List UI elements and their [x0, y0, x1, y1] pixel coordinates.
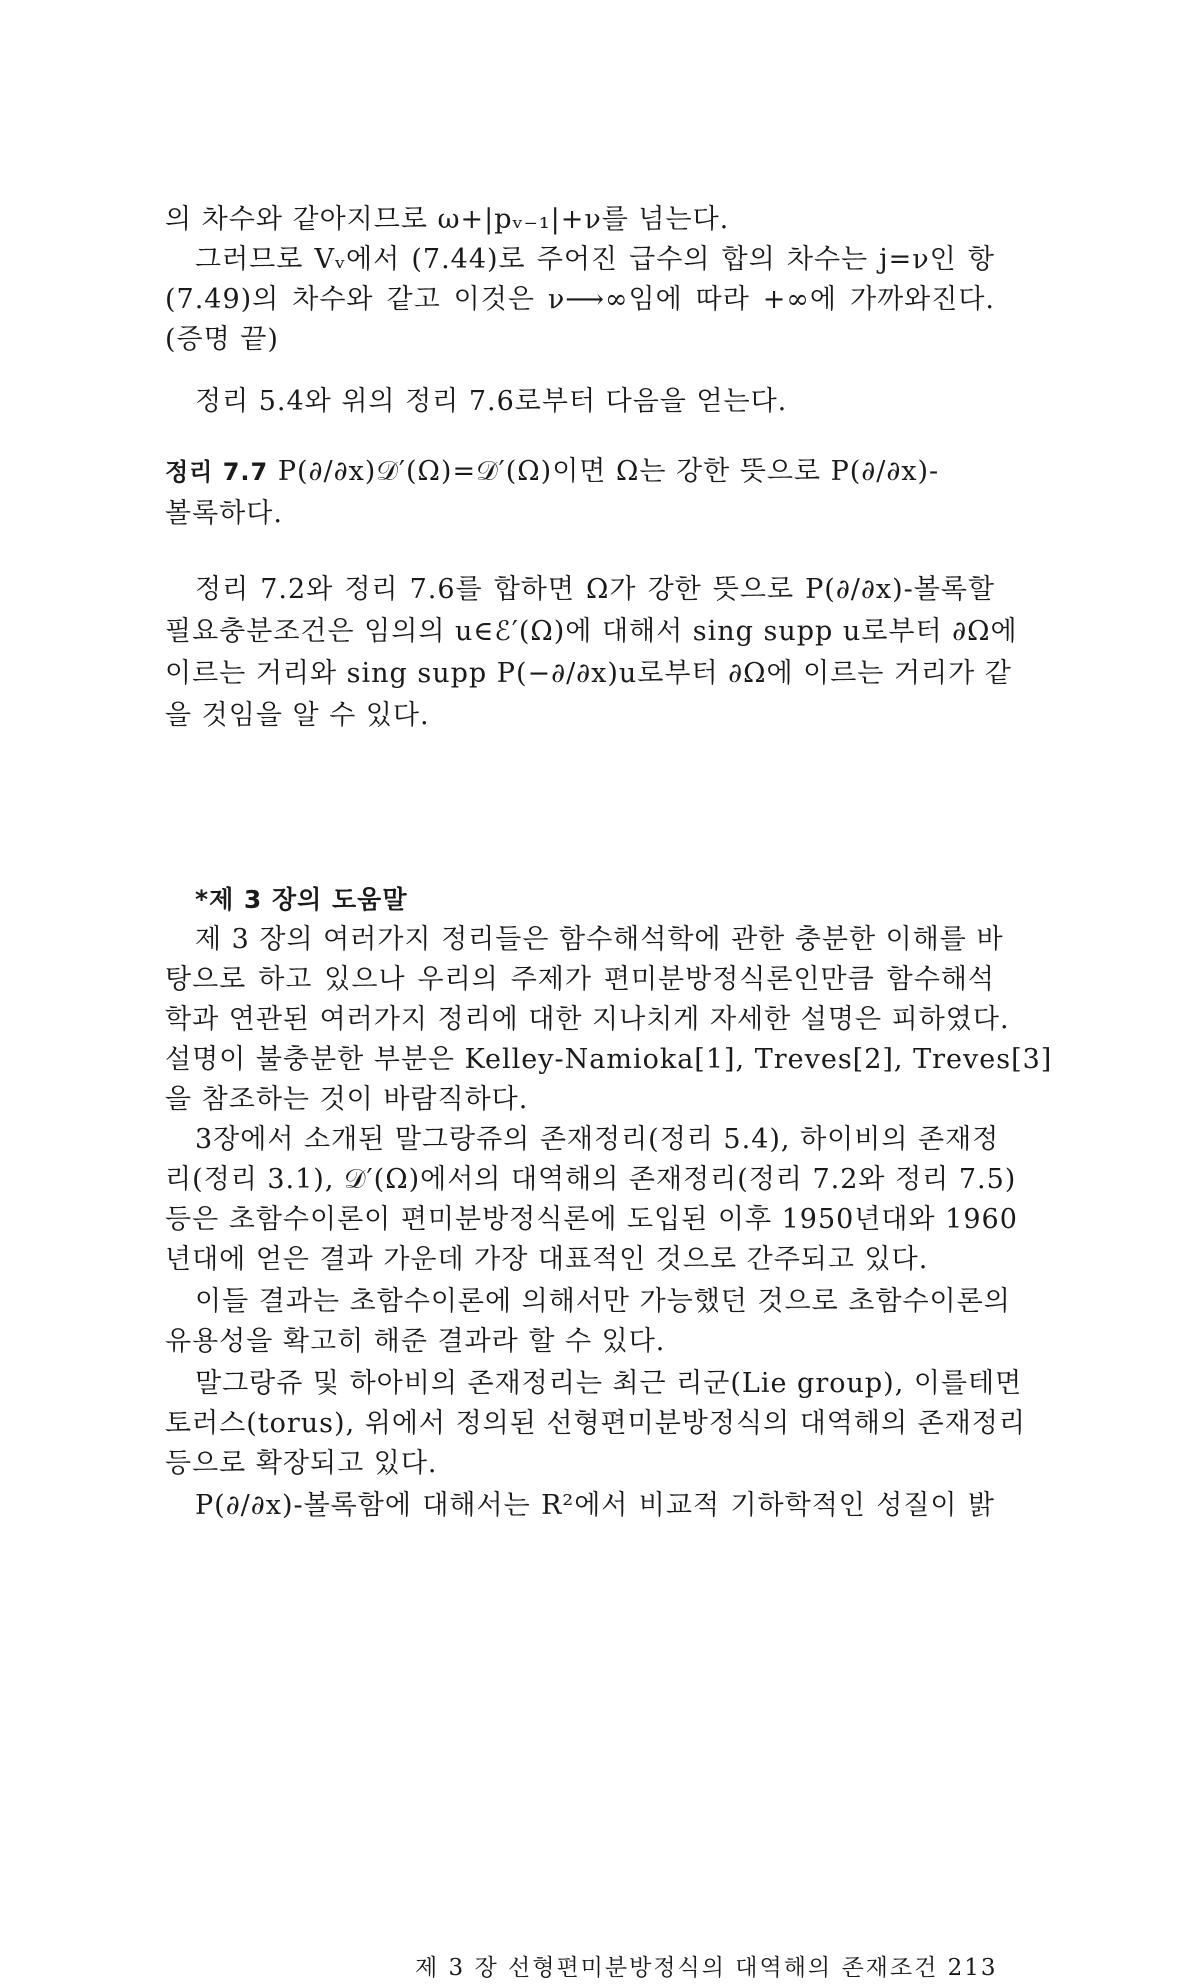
text-line: 등으로 확장되고 있다.	[165, 1448, 438, 1479]
text-line: 학과 연관된 여러가지 정리에 대한 지나치게 자세한 설명은 피하였다.	[165, 1004, 1010, 1035]
text-line: 말그랑쥬 및 하아비의 존재정리는 최근 리군(Lie group), 이를테면	[195, 1368, 1023, 1399]
text-line: 의 차수와 같아지므로 ω+|pᵥ₋₁|+ν를 넘는다.	[165, 204, 730, 235]
text-line: 년대에 얻은 결과 가운데 가장 대표적인 것으로 간주되고 있다.	[165, 1244, 929, 1275]
text-line: 을 참조하는 것이 바람직하다.	[165, 1084, 529, 1115]
text-line: 이들 결과는 초함수이론에 의해서만 가능했던 것으로 초함수이론의	[195, 1286, 1011, 1317]
text-line: (증명 끝)	[165, 324, 279, 355]
text-line: 필요충분조건은 임의의 u∈ℰ′(Ω)에 대해서 sing supp u로부터 ∂Ω에	[165, 616, 1018, 647]
text-line: 그러므로 Vᵥ에서 (7.44)로 주어진 급수의 합의 차수는 j=ν인 항	[195, 244, 995, 275]
text-line: 설명이 불충분한 부분은 Kelley-Namioka[1], Treves[2], Treves[3]	[165, 1044, 1053, 1075]
text-line: 리(정리 3.1), 𝒟′(Ω)에서의 대역해의 존재정리(정리 7.2와 정리 7.5)	[165, 1164, 1017, 1195]
text-line: P(∂/∂x)-볼록함에 대해서는 R²에서 비교적 기하학적인 성질이 밝	[195, 1490, 995, 1521]
text-line: 토러스(torus), 위에서 정의된 선형편미분방정식의 대역해의 존재정리	[165, 1408, 1026, 1439]
theorem-line	[165, 452, 995, 492]
text-line: 정리 5.4와 위의 정리 7.6로부터 다음을 얻는다.	[195, 386, 788, 417]
text-line: 볼록하다.	[165, 498, 283, 529]
text-line: 탕으로 하고 있으나 우리의 주제가 편미분방정식론인만큼 함수해석	[165, 964, 995, 995]
text-line: 3장에서 소개된 말그랑쥬의 존재정리(정리 5.4), 하이비의 존재정	[195, 1124, 1000, 1155]
theorem-label: 정리 7.7	[165, 458, 269, 486]
theorem-text: P(∂/∂x)𝒟′(Ω)=𝒟′(Ω)이면 Ω는 강한 뜻으로 P(∂/∂x)-	[277, 456, 940, 487]
text-line: 이르는 거리와 sing supp P(−∂/∂x)u로부터 ∂Ω에 이르는 거리가 같	[165, 658, 1012, 689]
text-line: (7.49)의 차수와 같고 이것은 ν⟶∞임에 따라 +∞에 가까와진다.	[165, 284, 995, 315]
text-line: 제 3 장의 여러가지 정리들은 함수해석학에 관한 충분한 이해를 바	[195, 924, 1004, 955]
text-line: 유용성을 확고히 해준 결과라 할 수 있다.	[165, 1326, 666, 1357]
text-line: 정리 7.2와 정리 7.6를 합하면 Ω가 강한 뜻으로 P(∂/∂x)-볼록할	[195, 574, 995, 605]
text-line: 을 것임을 알 수 있다.	[165, 700, 430, 731]
section-heading: *제 3 장의 도움말	[195, 885, 408, 914]
page-footer: 제 3 장 선형편미분방정식의 대역해의 존재조건 213	[415, 1955, 998, 1981]
text-line: 등은 초함수이론이 편미분방정식론에 도입된 이후 1950년대와 1960	[165, 1204, 1018, 1235]
